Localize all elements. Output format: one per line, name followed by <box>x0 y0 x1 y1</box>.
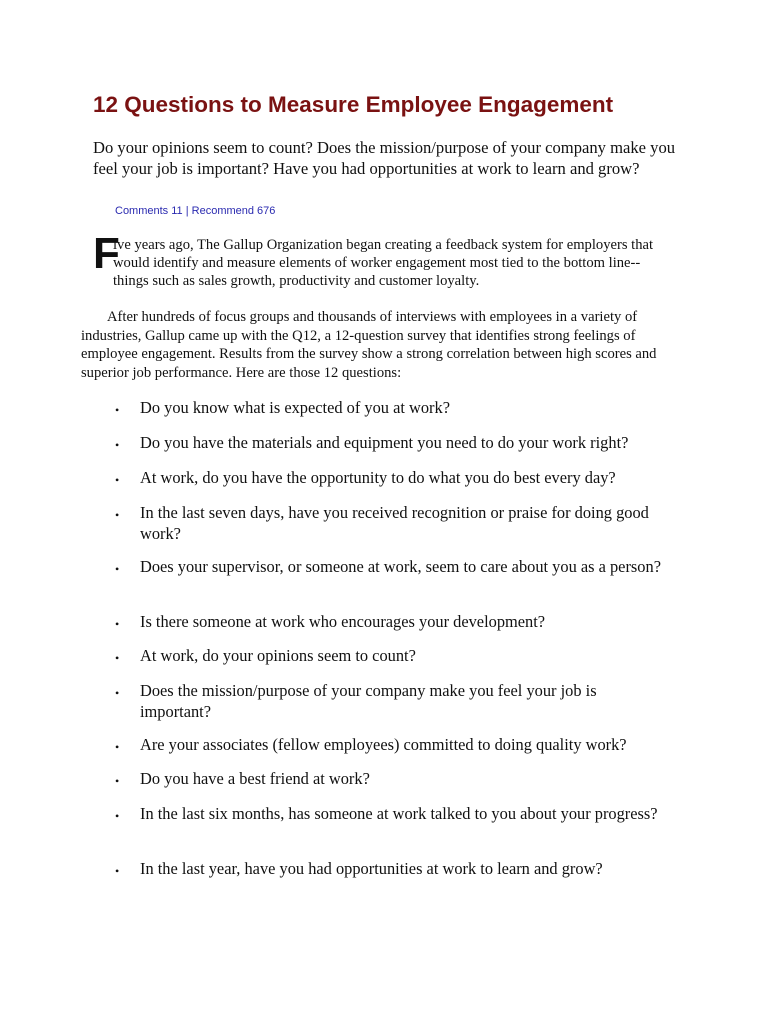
question-text: Does the mission/purpose of your company make you feel your job is important? <box>140 681 597 721</box>
article-lede: Do your opinions seem to count? Does the mission/purpose of your company make you feel your job is important? Have you had opportunities at work to learn and grow? <box>93 138 676 178</box>
bullet-icon: • <box>115 508 120 522</box>
bullet-icon: • <box>115 403 120 417</box>
bullet-icon: • <box>115 438 120 452</box>
question-text: Do you have a best friend at work? <box>140 769 370 788</box>
bullet-icon: • <box>115 651 120 665</box>
comments-link[interactable]: Comments 11 <box>115 205 183 217</box>
meta-separator: | <box>185 205 189 217</box>
question-text: In the last seven days, have you received recognition or praise for doing good work? <box>140 503 649 543</box>
drop-cap: F <box>93 229 120 278</box>
question-text: In the last year, have you had opportunities at work to learn and grow? <box>140 859 603 878</box>
question-text: In the last six months, has someone at work talked to you about your progress? <box>140 804 658 823</box>
intro-text: ive years ago, The Gallup Organization began creating a feedback system for employers that would identify and measure elements of worker engagement most tied to the bottom line--things such as sales growth, productivity and customer loyalty. <box>113 237 654 289</box>
bullet-icon: • <box>115 562 120 576</box>
bullet-icon: • <box>115 809 120 823</box>
bullet-icon: • <box>115 617 120 631</box>
body-paragraph: After hundreds of focus groups and thousands of interviews with employees in a variety of industries, Gallup came up with the Q12, a 12-question survey that identifies strong feelings of employee engagement. Results from the survey show a strong correlation between high scores and superior job performance. Here are those 12 questions: <box>81 309 657 381</box>
question-text: At work, do you have the opportunity to do what you do best every day? <box>140 468 616 487</box>
question-text: Is there someone at work who encourages your development? <box>140 612 546 631</box>
question-text: Does your supervisor, or someone at work, seem to care about you as a person? <box>140 557 661 576</box>
bullet-icon: • <box>115 686 120 700</box>
question-text: At work, do your opinions seem to count? <box>140 646 416 665</box>
question-text: Are your associates (fellow employees) committed to doing quality work? <box>140 735 627 754</box>
bullet-icon: • <box>115 473 120 487</box>
article-meta <box>115 203 275 219</box>
recommend-link[interactable]: Recommend 676 <box>191 205 276 217</box>
bullet-icon: • <box>115 774 120 788</box>
bullet-icon: • <box>115 740 120 754</box>
question-text: Do you have the materials and equipment you need to do your work right? <box>140 433 629 452</box>
bullet-icon: • <box>115 864 120 878</box>
question-text: Do you know what is expected of you at work? <box>140 398 450 417</box>
intro-paragraph <box>93 229 693 294</box>
article-title: 12 Questions to Measure Employee Engagement <box>93 92 614 117</box>
